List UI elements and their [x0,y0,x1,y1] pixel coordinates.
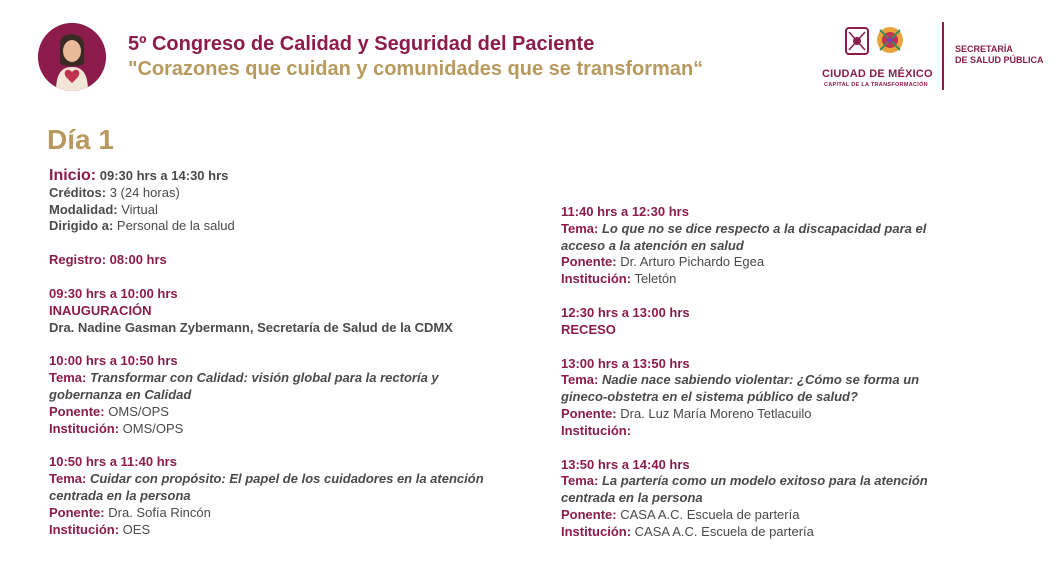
cdmx-tagline: CAPITAL DE LA TRANSFORMACIÓN [824,82,928,88]
institucion-label: Institución: [561,523,632,539]
nurse-heart-logo-icon [38,23,106,91]
tema-label: Tema: [561,473,599,489]
session-block [49,353,519,437]
dirigido-label: Dirigido a: [49,218,114,234]
registro-time: Registro: 08:00 hrs [49,252,167,268]
inauguracion-speaker: Dra. Nadine Gasman Zybermann, Secretaría de Salud de la CDMX [49,319,453,335]
header-divider [942,22,944,90]
session-tema [561,221,951,255]
inicio-value: 09:30 hrs a 14:30 hrs [99,168,229,183]
tema-text: La partería como un modelo exitoso para la atención centrada en la persona [561,473,928,506]
session-block [561,204,961,288]
tema-label: Tema: [49,471,87,487]
session-ponente [561,507,961,524]
session-ponente [49,505,519,522]
secretaria-line2: DE SALUD PÚBLICA [955,55,1044,65]
conference-title: 5º Congreso de Calidad y Seguridad del Paciente [128,33,595,55]
session-institucion [561,423,961,440]
creditos-value: 3 (24 horas) [109,184,180,200]
tema-label: Tema: [49,370,87,386]
session-time: 10:00 hrs a 10:50 hrs [49,353,178,369]
receso-label: RECESO [561,321,616,337]
session-time: 13:50 hrs a 14:40 hrs [561,456,690,472]
receso-time: 12:30 hrs a 13:00 hrs [561,304,690,320]
session-block [561,457,961,541]
program-left-column [49,168,519,538]
modalidad-row [49,202,519,219]
header [0,0,1060,110]
program-right-column [561,204,961,541]
ponente-value: CASA A.C. Escuela de partería [620,506,800,522]
tema-text: Lo que no se dice respecto a la discapacidad para el acceso a la atención en salud [561,220,927,253]
session-ponente [561,254,961,271]
session-block [49,454,519,538]
ponente-label: Ponente: [49,403,105,419]
session-tema [49,471,499,505]
cdmx-name: CIUDAD DE MÉXICO [822,68,933,80]
institucion-value: OES [122,521,151,537]
ponente-label: Ponente: [561,506,617,522]
session-tema [561,473,941,507]
secretaria-line1: SECRETARÍA [955,44,1013,54]
dirigido-row [49,218,519,235]
creditos-label: Créditos: [49,184,107,200]
institucion-label: Institución: [561,271,632,287]
session-time: 11:40 hrs a 12:30 hrs [561,204,689,219]
institucion-label: Institución: [49,521,120,537]
ponente-label: Ponente: [49,504,105,520]
session-institucion [49,421,519,438]
ponente-value: OMS/OPS [108,403,169,419]
ponente-value: Dr. Arturo Pichardo Egea [620,254,765,270]
ponente-value: Dra. Luz María Moreno Tetlacuilo [620,405,812,421]
institucion-value: OMS/OPS [122,420,184,436]
institucion-label: Institución: [49,420,120,436]
session-institucion [49,522,519,539]
secretaria-logo [955,44,1044,66]
cdmx-logo [818,20,938,92]
session-block [561,356,961,440]
cdmx-emblem-icon [818,20,938,66]
institucion-label: Institución: [561,422,632,438]
day-title: Día 1 [47,124,114,155]
ponente-label: Ponente: [561,254,617,270]
tema-label: Tema: [561,220,599,236]
session-time: 10:50 hrs a 11:40 hrs [49,454,177,470]
institucion-value: CASA A.C. Escuela de partería [634,523,814,539]
conference-subtitle: "Corazones que cuidan y comunidades que se transforman“ [128,58,704,80]
modalidad-value: Virtual [121,201,158,217]
session-tema [49,370,469,404]
inicio-label: Inicio: [49,167,97,184]
inauguracion-time: 09:30 hrs a 10:00 hrs [49,285,178,301]
session-tema [561,372,931,406]
tema-text: Nadie nace sabiendo violentar: ¿Cómo se forma un gineco-obstetra en el sistema público de salud? [561,372,920,405]
tema-text: Cuidar con propósito: El papel de los cuidadores en la atención centrada en la persona [49,471,484,503]
inicio-row [49,168,519,185]
session-ponente [49,404,519,421]
session-time: 13:00 hrs a 13:50 hrs [561,355,690,371]
dirigido-value: Personal de la salud [116,218,235,234]
creditos-row [49,185,519,202]
institucion-value: Teletón [634,271,677,287]
ponente-value: Dra. Sofía Rincón [108,504,211,520]
session-ponente [561,406,961,423]
inauguracion-label: INAUGURACIÓN [49,302,152,318]
session-institucion [561,271,961,288]
session-institucion [561,524,961,541]
tema-text: Transformar con Calidad: visión global para la rectoría y gobernanza en Calidad [49,370,439,402]
modalidad-label: Modalidad: [49,201,118,217]
ponente-label: Ponente: [561,405,617,421]
tema-label: Tema: [561,372,599,388]
